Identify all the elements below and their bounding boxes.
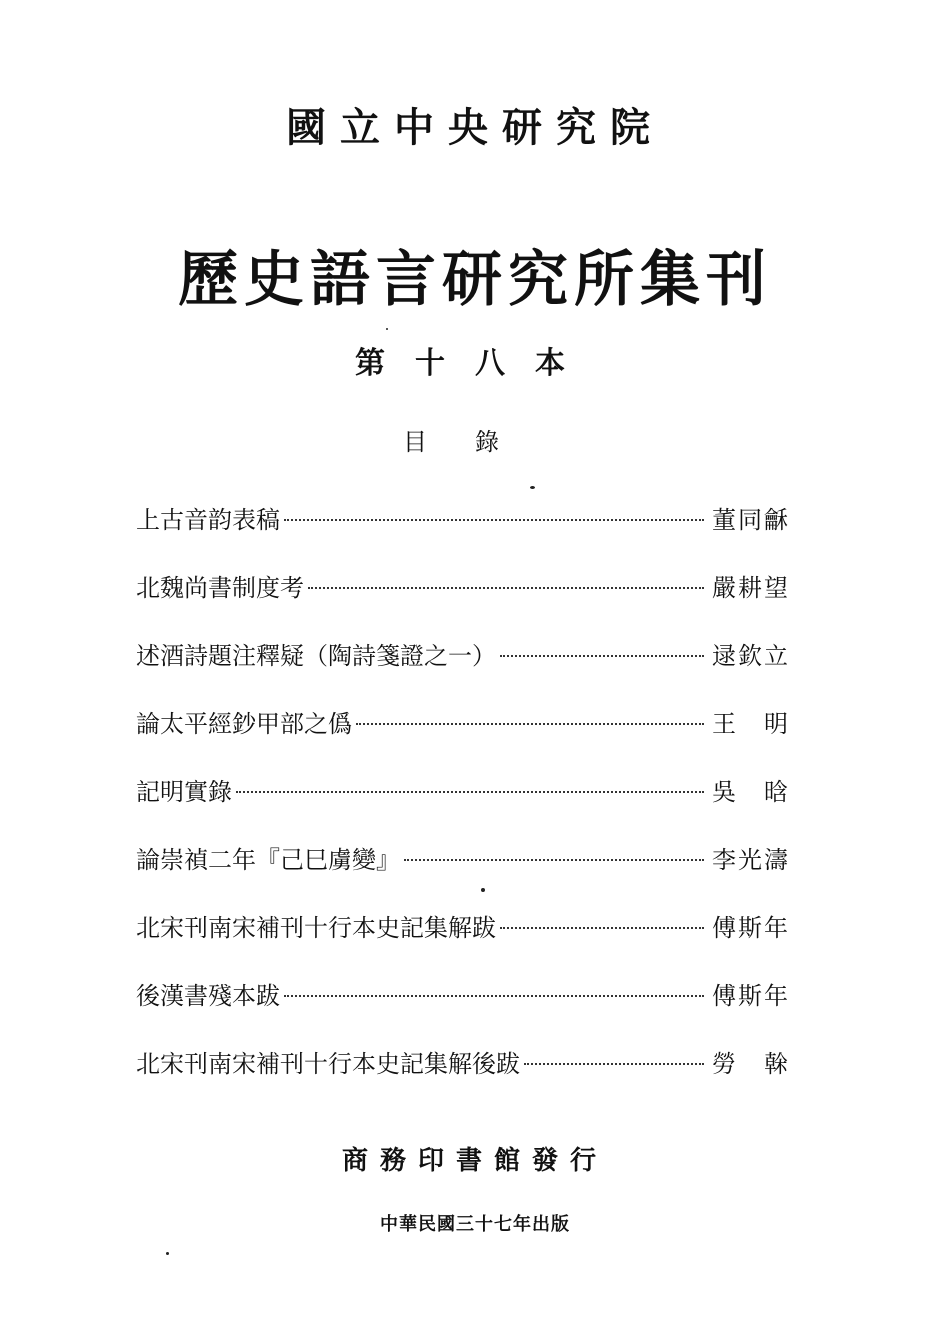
toc-entry: [136, 840, 790, 908]
toc-entry-title: 北宋刊南宋補刊十行本史記集解後跋: [136, 1050, 520, 1078]
dot-leader: [524, 1063, 704, 1065]
toc-entry-author: 李光濤: [712, 846, 790, 874]
toc-heading: 目錄: [403, 428, 547, 456]
toc-entry: [136, 704, 790, 772]
toc-entry-author: 吳 晗: [712, 778, 790, 806]
dot-leader: [500, 927, 704, 929]
scan-speck: [166, 1252, 169, 1255]
toc-entry-title: 北宋刊南宋補刊十行本史記集解跋: [136, 914, 496, 942]
toc-entry-title: 論崇禎二年『己巳虜變』: [136, 846, 400, 874]
scan-speck: [481, 888, 485, 892]
toc-entry-author: 勞 榦: [712, 1050, 790, 1078]
toc-entry-title: 記明實錄: [136, 778, 232, 806]
toc-entry: [136, 772, 790, 840]
toc-entry-author: 董同龢: [712, 506, 790, 534]
toc-entry-author: 傅斯年: [712, 914, 790, 942]
toc-entry: [136, 908, 790, 976]
toc-entry: [136, 976, 790, 1044]
scan-speck: [530, 486, 535, 489]
toc-entry-author: 逯欽立: [712, 642, 790, 670]
publication-date: 中華民國三十七年出版: [380, 1214, 570, 1235]
toc-entry: [136, 500, 790, 568]
publisher: 商務印書館發行: [341, 1146, 608, 1176]
dot-leader: [404, 859, 704, 861]
toc-entry-title: 論太平經鈔甲部之僞: [136, 710, 352, 738]
dot-leader: [236, 791, 704, 793]
toc-entry: [136, 636, 790, 704]
dot-leader: [308, 587, 704, 589]
toc-entry-author: 嚴耕望: [712, 574, 790, 602]
toc-entry-author: 王 明: [712, 710, 790, 738]
table-of-contents: [136, 500, 790, 1112]
toc-entry-title: 上古音韵表稿: [136, 506, 280, 534]
dot-leader: [284, 995, 704, 997]
toc-entry-title: 後漢書殘本跋: [136, 982, 280, 1010]
toc-entry: [136, 568, 790, 636]
toc-entry-author: 傅斯年: [712, 982, 790, 1010]
toc-entry: [136, 1044, 790, 1112]
volume-number: 第十八本: [355, 346, 595, 381]
dot-leader: [356, 723, 704, 725]
dot-leader: [500, 655, 704, 657]
scan-speck: [386, 328, 388, 330]
journal-title: 歷史語言研究所集刊: [178, 245, 772, 315]
toc-entry-title: 述酒詩題注釋疑（陶詩箋證之一）: [136, 642, 496, 670]
toc-entry-title: 北魏尚書制度考: [136, 574, 304, 602]
institution-name: 國立中央研究院: [286, 104, 664, 151]
dot-leader: [284, 519, 704, 521]
